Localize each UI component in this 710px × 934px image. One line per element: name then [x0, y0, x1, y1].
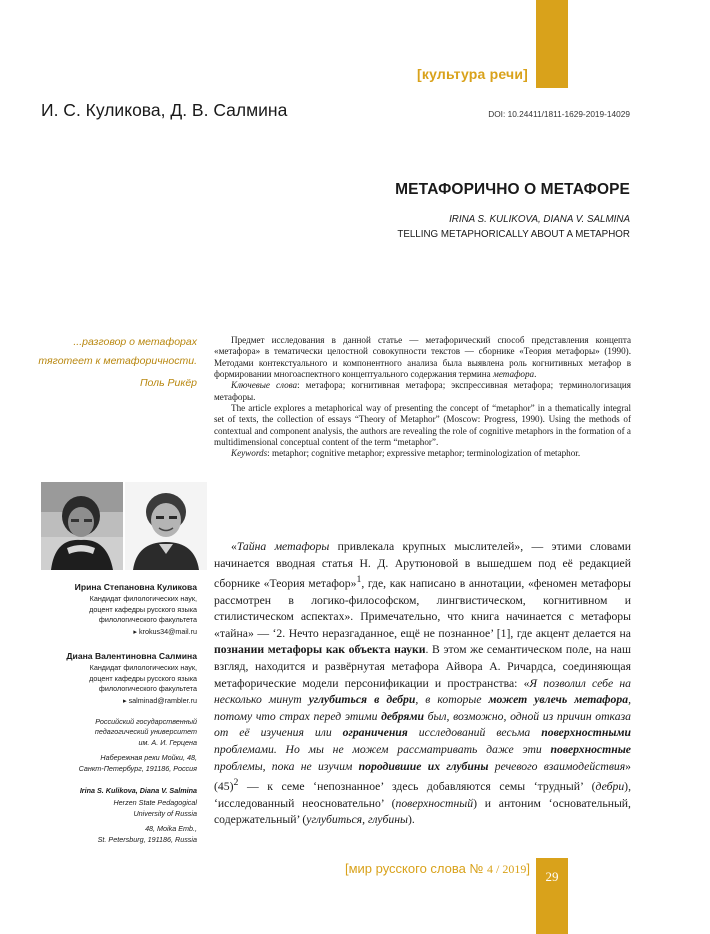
university-en-line-1: Herzen State Pedagogical: [113, 798, 197, 808]
address-en: [80, 824, 197, 845]
author-photo-salmina: [125, 482, 207, 570]
section-tag: [культура речи]: [417, 66, 528, 82]
body-text-segment: «: [231, 540, 237, 553]
university-ru: [79, 717, 197, 748]
body-italic-segment: исследований весьма: [407, 726, 542, 740]
body-italic-segment: , в которые: [415, 693, 489, 707]
keywords-en: [214, 448, 631, 459]
author-position: доцент кафедры русского языка: [89, 604, 197, 614]
epigraph-line-1: ...разговор о метафорах: [73, 336, 197, 348]
body-italic-segment: Я позволил себе на несколько минут: [214, 676, 631, 707]
author-faculty: филологического факультета: [98, 684, 197, 694]
author-email[interactable]: ▸ krokus34@mail.ru: [133, 626, 197, 636]
footnote-ref-2[interactable]: 2: [233, 777, 239, 789]
abstract-ru: [214, 335, 631, 380]
body-italic-segment: углубиться, глубины: [306, 813, 408, 827]
body-text-segment: » (45): [214, 759, 632, 794]
address-line-2: Санкт-Петербург, 191186, Россия: [78, 763, 197, 773]
author-bio-salmina: [66, 651, 197, 706]
english-title: TELLING METAPHORICALLY ABOUT A METAPHOR: [397, 229, 630, 240]
university-line-1: Российский государственный: [95, 717, 197, 726]
body-text-segment: — к семе ‘непознанное’ здесь добавляются семы ‘трудный’ (: [238, 780, 596, 794]
body-text-segment: ) и антоним ‘основательный, содержательный’ (: [214, 796, 631, 827]
body-bold-italic-segment: может увлечь метафора: [488, 693, 629, 707]
body-bold-segment: познании метафоры как объекта науки: [214, 643, 426, 657]
journal-name: [мир русского слова №: [344, 861, 488, 876]
keywords-ru-label: Ключевые слова: [231, 380, 298, 391]
body-italic-segment: был, возможно, одной из причин отказа от её изучения или: [214, 709, 631, 740]
author-faculty: филологического факультета: [98, 615, 197, 625]
journal-footer: [345, 861, 530, 877]
address-ru: [79, 753, 197, 774]
university-en-line-2: University of Russia: [133, 808, 197, 818]
body-text-segment: привлекала крупных мыслителей», — этими словами начинается вводная статья Н. Д. Арутюновой в вышедшем под её редакцией сборнике «Теория метафор»: [214, 540, 632, 591]
body-paragraph: [214, 539, 631, 829]
page-number: 29: [545, 869, 559, 884]
journal-issue: 4 / 2019: [487, 862, 527, 876]
body-italic-segment: проблемами. Но мы не можем рассматривать даже эти: [214, 743, 551, 757]
keywords-ru: [214, 380, 631, 403]
address-en-line-2: St. Petersburg, 191186, Russia: [97, 834, 197, 844]
english-author-names: Irina S. Kulikova, Diana V. Salmina: [79, 786, 197, 795]
body-text-segment: ), ‘исследованный неосновательно’ (: [214, 780, 631, 810]
body-bold-italic-segment: дебрями: [381, 709, 424, 723]
author-position: доцент кафедры русского языка: [89, 673, 197, 683]
journal-bracket: ]: [526, 861, 530, 876]
abstract-ru-text: Предмет исследования в данной статье — метафорический способ представления концепта «метафора» в тематически целостной совокупности текстов — сборнике «Теория метафоры» (1990). Методами контекстуального и компонентного анализа была выявлена роль когнитивных метафор в формировании многоаспектного концептуального содержания термина: [214, 335, 631, 380]
article-authors: И. С. Куликова, Д. В. Салмина: [41, 100, 288, 120]
keywords-en-label: Keywords: [231, 448, 268, 459]
affiliation-ru: [79, 717, 197, 779]
footnote-ref-1[interactable]: 1: [356, 574, 362, 586]
university-line-2: педагогический университет: [94, 727, 197, 737]
epigraph: [38, 333, 197, 393]
body-italic-segment: дебри: [595, 780, 625, 794]
body-text-segment: ).: [407, 813, 415, 827]
body-bold-italic-segment: поверхностные: [550, 743, 631, 757]
body-italic-segment: , потому что страх перед этими: [214, 693, 631, 723]
keywords-en-text: : metaphor; cognitive metaphor; expressive metaphor; terminologization of metaphor.: [267, 448, 581, 459]
body-italic-segment: Тайна метафоры: [236, 540, 330, 553]
body-bold-italic-segment: поверхностными: [541, 726, 631, 740]
body-text-segment: . В этом же семантическом поле, на наш взгляд, находится и развёрнутая метафора Айвора А. Ричардса, соединяющая метафорические модели персонификации и пространства: «: [214, 643, 631, 690]
author-degree: Кандидат филологических наук,: [89, 663, 197, 673]
body-bold-italic-segment: углубиться в дебри: [308, 693, 416, 707]
top-accent-bar: [536, 0, 568, 88]
epigraph-author: Поль Рикёр: [139, 377, 197, 389]
body-bold-italic-segment: породившие их глубины: [358, 759, 489, 773]
address-line-1: Набережная реки Мойки, 48,: [100, 753, 197, 763]
abstract-ru-term: метафора: [493, 369, 535, 380]
abstract-ru-end: .: [534, 369, 537, 380]
article-body: [214, 539, 631, 829]
author-bio-kulikova: [75, 582, 197, 637]
author-name: Ирина Степановна Куликова: [74, 582, 197, 592]
author-photo-kulikova: [41, 482, 123, 570]
author-name: Диана Валентиновна Салмина: [66, 651, 197, 661]
affiliation-en: [80, 786, 197, 850]
article-title: МЕТАФОРИЧНО О МЕТАФОРЕ: [395, 181, 630, 198]
epigraph-line-2: тяготеет к метафоричности.: [38, 355, 197, 367]
body-text-segment: , где, как написано в аннотации, «феномен метафоры рассмотрен в логико-философском, лингвистическом, когнитивном и стилистическом аспектах». Примечательно, что книга начинается с метафоры «тайна» — ‘2. Нечто неразгаданное, ещё не познанное’ [1], где акцент делается на: [214, 577, 632, 640]
abstract-en: The article explores a metaphorical way of presenting the concept of “metaphor” in a thematically integral set of texts, the collection of essays “Theory of Metaphor” (Moscow: Progress, 1990). Using the methods of contextual and component analysis, the authors are revealing the role of cognitive metaphors in the formation of a multidimensional conceptual content of the term “metaphor”.: [214, 403, 631, 448]
body-italic-segment: проблемы, пока не изучим: [214, 759, 359, 773]
university-line-3: им. А. И. Герцена: [138, 737, 197, 747]
university-en: [80, 798, 197, 819]
author-degree: Кандидат филологических наук,: [89, 594, 197, 604]
body-italic-segment: поверхностный: [395, 796, 474, 810]
abstract: [214, 335, 631, 460]
keywords-ru-text: : метафора; когнитивная метафора; экспрессивная метафора; терминологизация метафоры.: [214, 380, 631, 402]
address-en-line-1: 48, Moika Emb.,: [145, 824, 197, 834]
doi-link[interactable]: DOI: 10.24411/1811-1629-2019-14029: [488, 109, 630, 119]
body-italic-segment: речевого взаимодействия: [488, 759, 626, 773]
english-authors: IRINA S. KULIKOVA, DIANA V. SALMINA: [449, 214, 630, 225]
author-email[interactable]: ▸ salminad@rambler.ru: [122, 695, 197, 705]
body-bold-italic-segment: ограничения: [342, 726, 408, 740]
